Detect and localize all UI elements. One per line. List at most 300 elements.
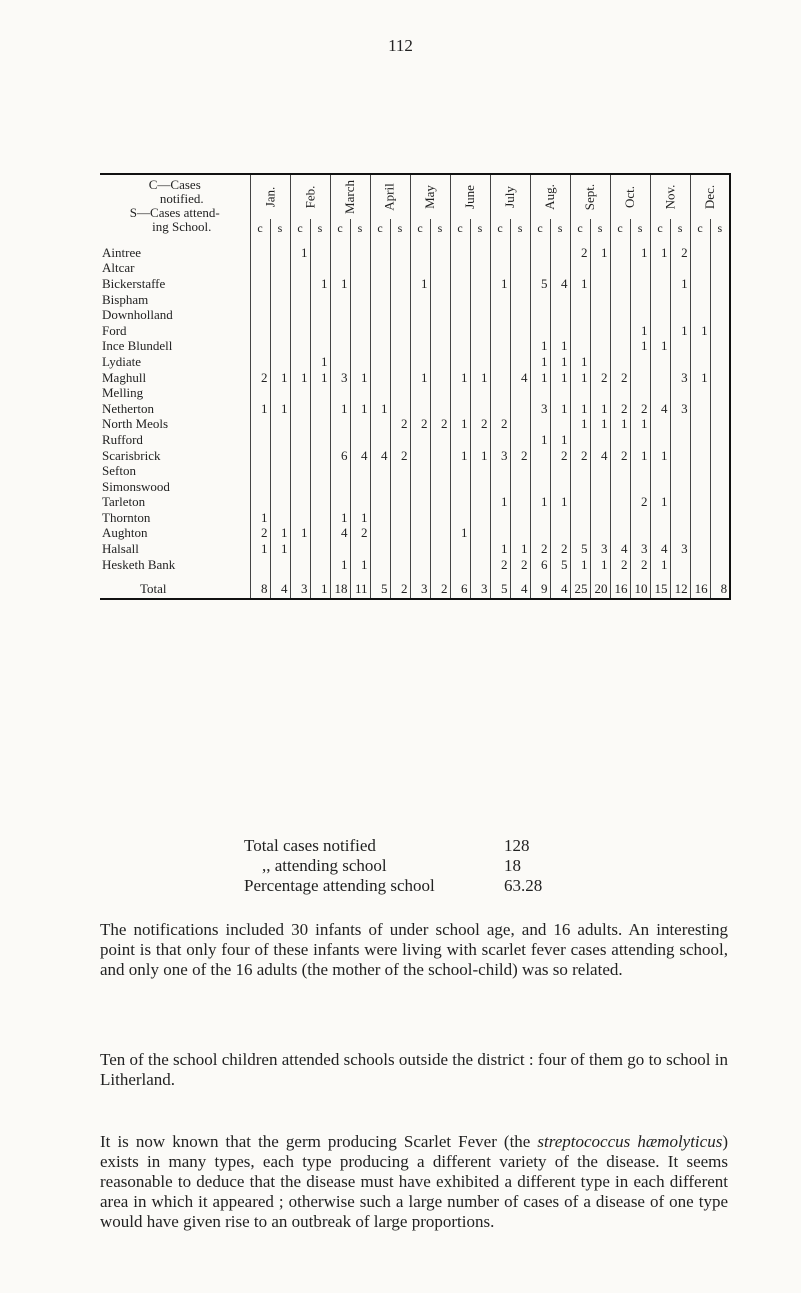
- table-row: [100, 417, 730, 433]
- table-cell: 3: [630, 541, 650, 557]
- table-cell: 1: [550, 432, 570, 448]
- table-cell: [490, 432, 510, 448]
- table-cell: [250, 276, 270, 292]
- table-cell: [610, 292, 630, 308]
- table-cell: [370, 479, 390, 495]
- table-cell: [310, 307, 330, 323]
- table-cell: [290, 448, 310, 464]
- table-cell: [390, 292, 410, 308]
- table-cell: [470, 292, 490, 308]
- table-cell: [470, 323, 490, 339]
- table-cell: 1: [310, 276, 330, 292]
- table-cell: [350, 541, 370, 557]
- table-cell: [270, 510, 290, 526]
- total-cell: 3: [410, 580, 430, 599]
- table-cell: [410, 307, 430, 323]
- table-cell: 1: [590, 401, 610, 417]
- table-cell: [530, 261, 550, 277]
- table-cell: [370, 245, 390, 261]
- table-cell: [710, 526, 730, 542]
- table-cell: [490, 463, 510, 479]
- table-cell: [330, 495, 350, 511]
- table-cell: [510, 495, 530, 511]
- table-cell: [670, 432, 690, 448]
- table-cell: 2: [470, 417, 490, 433]
- table-cell: 1: [570, 417, 590, 433]
- table-cell: [250, 354, 270, 370]
- table-cell: [330, 354, 350, 370]
- table-cell: 1: [330, 401, 350, 417]
- table-cell: [330, 339, 350, 355]
- total-cell: 5: [490, 580, 510, 599]
- table-cell: [450, 323, 470, 339]
- table-cell: [710, 432, 730, 448]
- cases-notified-subheader: c: [410, 219, 430, 237]
- table-cell: [550, 292, 570, 308]
- table-cell: [710, 401, 730, 417]
- total-cell: 11: [350, 580, 370, 599]
- table-cell: [430, 510, 450, 526]
- table-cell: [610, 307, 630, 323]
- table-cell: [690, 385, 710, 401]
- table-cell: [610, 261, 630, 277]
- table-cell: 2: [550, 448, 570, 464]
- table-cell: [530, 463, 550, 479]
- table-cell: [590, 432, 610, 448]
- table-cell: 1: [270, 370, 290, 386]
- total-cell: 18: [330, 580, 350, 599]
- table-cell: [390, 541, 410, 557]
- table-cell: [370, 541, 390, 557]
- table-cell: [470, 557, 490, 573]
- table-cell: [510, 526, 530, 542]
- table-cell: [410, 339, 430, 355]
- table-cell: [410, 323, 430, 339]
- table-cell: [610, 245, 630, 261]
- total-row: [100, 580, 730, 599]
- table-cell: [390, 432, 410, 448]
- table-cell: [310, 526, 330, 542]
- cases-notified-subheader: c: [330, 219, 350, 237]
- table-cell: 2: [250, 526, 270, 542]
- table-cell: [530, 448, 550, 464]
- table-cell: [430, 307, 450, 323]
- table-cell: [290, 479, 310, 495]
- table-cell: [690, 526, 710, 542]
- table-cell: [710, 385, 730, 401]
- total-cell: 8: [710, 580, 730, 599]
- table-cell: [250, 245, 270, 261]
- table-cell: [490, 323, 510, 339]
- table-cell: 2: [510, 448, 530, 464]
- table-cell: [450, 510, 470, 526]
- table-cell: [410, 541, 430, 557]
- table-cell: [470, 495, 490, 511]
- table-cell: [550, 245, 570, 261]
- table-row: [100, 479, 730, 495]
- table-cell: [370, 495, 390, 511]
- table-cell: [290, 385, 310, 401]
- table-cell: [570, 432, 590, 448]
- table-cell: [590, 385, 610, 401]
- table-cell: 3: [490, 448, 510, 464]
- table-cell: 1: [270, 526, 290, 542]
- table-cell: [350, 463, 370, 479]
- table-cell: [630, 385, 650, 401]
- table-cell: [490, 339, 510, 355]
- table-row: [100, 401, 730, 417]
- table-cell: [350, 292, 370, 308]
- table-cell: [530, 510, 550, 526]
- table-cell: [490, 292, 510, 308]
- district-name: Netherton: [102, 400, 154, 416]
- cases-attending-subheader: s: [430, 219, 450, 237]
- table-cell: [290, 307, 310, 323]
- district-name: Hesketh Bank: [102, 556, 176, 572]
- table-cell: [550, 417, 570, 433]
- month-header: Feb.: [290, 174, 330, 219]
- table-cell: [470, 354, 490, 370]
- table-row: [100, 385, 730, 401]
- table-cell: [270, 463, 290, 479]
- species-name: streptococcus hæmolyticus: [537, 1132, 723, 1151]
- table-cell: 4: [370, 448, 390, 464]
- table-cell: 1: [270, 541, 290, 557]
- table-cell: [250, 495, 270, 511]
- table-cell: [310, 432, 330, 448]
- table-cell: [690, 417, 710, 433]
- table-cell: 1: [570, 276, 590, 292]
- table-row: [100, 276, 730, 292]
- table-cell: [630, 354, 650, 370]
- table-cell: [510, 261, 530, 277]
- table-cell: [650, 510, 670, 526]
- table-cell: [690, 245, 710, 261]
- notifications-table-wrap: [100, 173, 731, 600]
- table-cell: 4: [650, 541, 670, 557]
- table-cell: [690, 261, 710, 277]
- table-cell: [330, 463, 350, 479]
- table-cell: [490, 479, 510, 495]
- table-cell: [570, 495, 590, 511]
- table-cell: 2: [390, 417, 410, 433]
- district-name: Lydiate: [102, 354, 141, 369]
- district-name: Simonswood: [102, 478, 170, 494]
- table-cell: [470, 432, 490, 448]
- table-cell: [330, 261, 350, 277]
- table-cell: [330, 432, 350, 448]
- total-notified-label: Total cases notified: [244, 836, 376, 855]
- cases-notified-subheader: c: [690, 219, 710, 237]
- table-cell: [290, 463, 310, 479]
- table-cell: [550, 479, 570, 495]
- table-cell: [250, 292, 270, 308]
- table-cell: 1: [350, 370, 370, 386]
- table-cell: [430, 432, 450, 448]
- table-row: [100, 448, 730, 464]
- cases-attending-subheader: s: [470, 219, 490, 237]
- table-cell: 2: [510, 557, 530, 573]
- table-cell: [590, 479, 610, 495]
- table-cell: 1: [550, 401, 570, 417]
- table-cell: [490, 401, 510, 417]
- table-cell: [710, 495, 730, 511]
- table-cell: [290, 432, 310, 448]
- total-cell: 10: [630, 580, 650, 599]
- month-header: Nov.: [650, 174, 690, 219]
- table-cell: [450, 495, 470, 511]
- table-cell: [290, 401, 310, 417]
- table-cell: [670, 479, 690, 495]
- table-cell: [610, 526, 630, 542]
- table-row: [100, 323, 730, 339]
- table-cell: [450, 401, 470, 417]
- table-cell: [470, 463, 490, 479]
- total-cell: 5: [370, 580, 390, 599]
- table-cell: [690, 276, 710, 292]
- table-cell: [430, 339, 450, 355]
- table-cell: [610, 323, 630, 339]
- table-cell: [390, 479, 410, 495]
- table-cell: [310, 417, 330, 433]
- cases-attending-subheader: s: [590, 219, 610, 237]
- table-cell: [470, 276, 490, 292]
- table-cell: [290, 261, 310, 277]
- table-row: [100, 261, 730, 277]
- table-cell: [250, 339, 270, 355]
- table-cell: [450, 245, 470, 261]
- table-row: [100, 432, 730, 448]
- month-header: April: [370, 174, 410, 219]
- table-cell: [410, 292, 430, 308]
- table-cell: [250, 448, 270, 464]
- paragraph-germ-types: It is now known that the germ producing Scarlet Fever (the streptococcus hæmolyticus) exists in many types, each type producing a different variety of the disease. It seems reasonable to deduce that the disease must have exhibited a different type in each different area in which it appeared ; otherwise such a large number of cases of a disease of one type would have given rise to an outbreak of large proportions.: [100, 1132, 728, 1231]
- table-cell: 1: [530, 354, 550, 370]
- table-cell: 5: [570, 541, 590, 557]
- table-cell: 1: [570, 557, 590, 573]
- table-cell: [350, 276, 370, 292]
- table-cell: [370, 323, 390, 339]
- district-name: Sefton: [102, 463, 136, 479]
- table-cell: 1: [450, 526, 470, 542]
- table-cell: [370, 354, 390, 370]
- table-cell: 1: [630, 448, 650, 464]
- table-cell: [510, 417, 530, 433]
- table-cell: [630, 510, 650, 526]
- table-cell: 5: [550, 557, 570, 573]
- table-cell: [690, 292, 710, 308]
- table-cell: [710, 323, 730, 339]
- table-cell: [270, 245, 290, 261]
- table-cell: [510, 510, 530, 526]
- table-cell: [650, 417, 670, 433]
- table-cell: 1: [550, 370, 570, 386]
- table-cell: [330, 417, 350, 433]
- cases-attending-subheader: s: [350, 219, 370, 237]
- table-cell: [370, 292, 390, 308]
- page-number: 112: [388, 36, 413, 55]
- district-name: Ford: [102, 322, 127, 338]
- table-cell: [430, 526, 450, 542]
- table-cell: [330, 292, 350, 308]
- table-cell: 1: [630, 245, 650, 261]
- table-cell: [270, 323, 290, 339]
- table-cell: 3: [590, 541, 610, 557]
- table-cell: [570, 261, 590, 277]
- table-cell: [350, 354, 370, 370]
- table-cell: 1: [310, 370, 330, 386]
- table-cell: [450, 307, 470, 323]
- table-cell: [370, 261, 390, 277]
- table-cell: 1: [370, 401, 390, 417]
- table-cell: [430, 463, 450, 479]
- table-cell: [330, 323, 350, 339]
- table-cell: [370, 463, 390, 479]
- table-cell: [710, 354, 730, 370]
- total-cell: 20: [590, 580, 610, 599]
- table-cell: [710, 276, 730, 292]
- table-cell: [430, 541, 450, 557]
- table-cell: [430, 385, 450, 401]
- total-cell: 16: [610, 580, 630, 599]
- district-name: Aintree: [102, 245, 141, 260]
- table-cell: [450, 557, 470, 573]
- table-cell: [390, 385, 410, 401]
- table-cell: [710, 479, 730, 495]
- table-cell: [350, 495, 370, 511]
- table-cell: [470, 401, 490, 417]
- table-cell: [450, 463, 470, 479]
- table-cell: [390, 463, 410, 479]
- table-cell: [510, 276, 530, 292]
- table-cell: 2: [490, 557, 510, 573]
- table-cell: 6: [530, 557, 550, 573]
- table-cell: 1: [630, 339, 650, 355]
- table-cell: 1: [330, 276, 350, 292]
- table-cell: [670, 307, 690, 323]
- table-cell: [310, 385, 330, 401]
- table-cell: 3: [670, 401, 690, 417]
- table-cell: [570, 510, 590, 526]
- table-cell: [710, 370, 730, 386]
- table-cell: [310, 510, 330, 526]
- total-cell: 8: [250, 580, 270, 599]
- table-row: [100, 495, 730, 511]
- total-cell: 1: [310, 580, 330, 599]
- table-cell: [590, 261, 610, 277]
- table-cell: [650, 354, 670, 370]
- table-cell: [650, 292, 670, 308]
- cases-attending-subheader: s: [630, 219, 650, 237]
- table-cell: [350, 385, 370, 401]
- table-cell: 1: [450, 417, 470, 433]
- table-cell: [390, 526, 410, 542]
- table-cell: [350, 417, 370, 433]
- table-cell: [470, 385, 490, 401]
- table-cell: [470, 245, 490, 261]
- table-cell: [550, 463, 570, 479]
- table-cell: [410, 448, 430, 464]
- table-cell: [470, 261, 490, 277]
- table-cell: [370, 307, 390, 323]
- table-cell: 2: [610, 448, 630, 464]
- percentage-label: Percentage attending school: [244, 876, 435, 895]
- table-cell: 1: [550, 354, 570, 370]
- total-cell: 6: [450, 580, 470, 599]
- table-cell: [430, 323, 450, 339]
- table-cell: 3: [530, 401, 550, 417]
- table-cell: [250, 307, 270, 323]
- district-name: Halsall: [102, 541, 139, 557]
- table-cell: [670, 448, 690, 464]
- table-cell: 1: [290, 370, 310, 386]
- table-cell: [690, 479, 710, 495]
- table-cell: [650, 370, 670, 386]
- table-cell: 1: [670, 276, 690, 292]
- table-cell: [630, 276, 650, 292]
- total-cell: 12: [670, 580, 690, 599]
- table-cell: [690, 541, 710, 557]
- table-cell: 1: [250, 401, 270, 417]
- table-cell: 1: [350, 510, 370, 526]
- table-cell: [610, 495, 630, 511]
- total-cell: 25: [570, 580, 590, 599]
- table-cell: 2: [490, 417, 510, 433]
- table-cell: [610, 479, 630, 495]
- table-cell: [490, 261, 510, 277]
- table-cell: [670, 261, 690, 277]
- table-cell: [670, 557, 690, 573]
- district-name: Maghull: [102, 369, 147, 385]
- table-cell: [570, 463, 590, 479]
- total-cell: 4: [550, 580, 570, 599]
- table-cell: [670, 417, 690, 433]
- table-cell: 2: [410, 417, 430, 433]
- table-cell: [710, 292, 730, 308]
- table-cell: [290, 417, 310, 433]
- table-cell: [430, 261, 450, 277]
- table-cell: 1: [530, 495, 550, 511]
- table-cell: 2: [530, 541, 550, 557]
- total-cell: 2: [430, 580, 450, 599]
- table-cell: [690, 463, 710, 479]
- table-cell: [430, 276, 450, 292]
- table-cell: [430, 370, 450, 386]
- table-cell: [390, 401, 410, 417]
- table-cell: 4: [650, 401, 670, 417]
- table-cell: 1: [530, 432, 550, 448]
- table-cell: [350, 479, 370, 495]
- table-cell: [610, 276, 630, 292]
- table-cell: 1: [570, 354, 590, 370]
- table-row: [100, 463, 730, 479]
- month-header: March: [330, 174, 370, 219]
- district-name: Downholland: [102, 307, 173, 323]
- table-cell: [690, 401, 710, 417]
- table-cell: 1: [410, 370, 430, 386]
- table-cell: [430, 401, 450, 417]
- table-cell: [270, 307, 290, 323]
- table-cell: [710, 339, 730, 355]
- table-cell: [270, 292, 290, 308]
- table-cell: [390, 307, 410, 323]
- table-cell: 4: [610, 541, 630, 557]
- table-cell: 3: [670, 370, 690, 386]
- table-cell: [410, 385, 430, 401]
- total-cell: 15: [650, 580, 670, 599]
- table-cell: 4: [590, 448, 610, 464]
- table-cell: [490, 510, 510, 526]
